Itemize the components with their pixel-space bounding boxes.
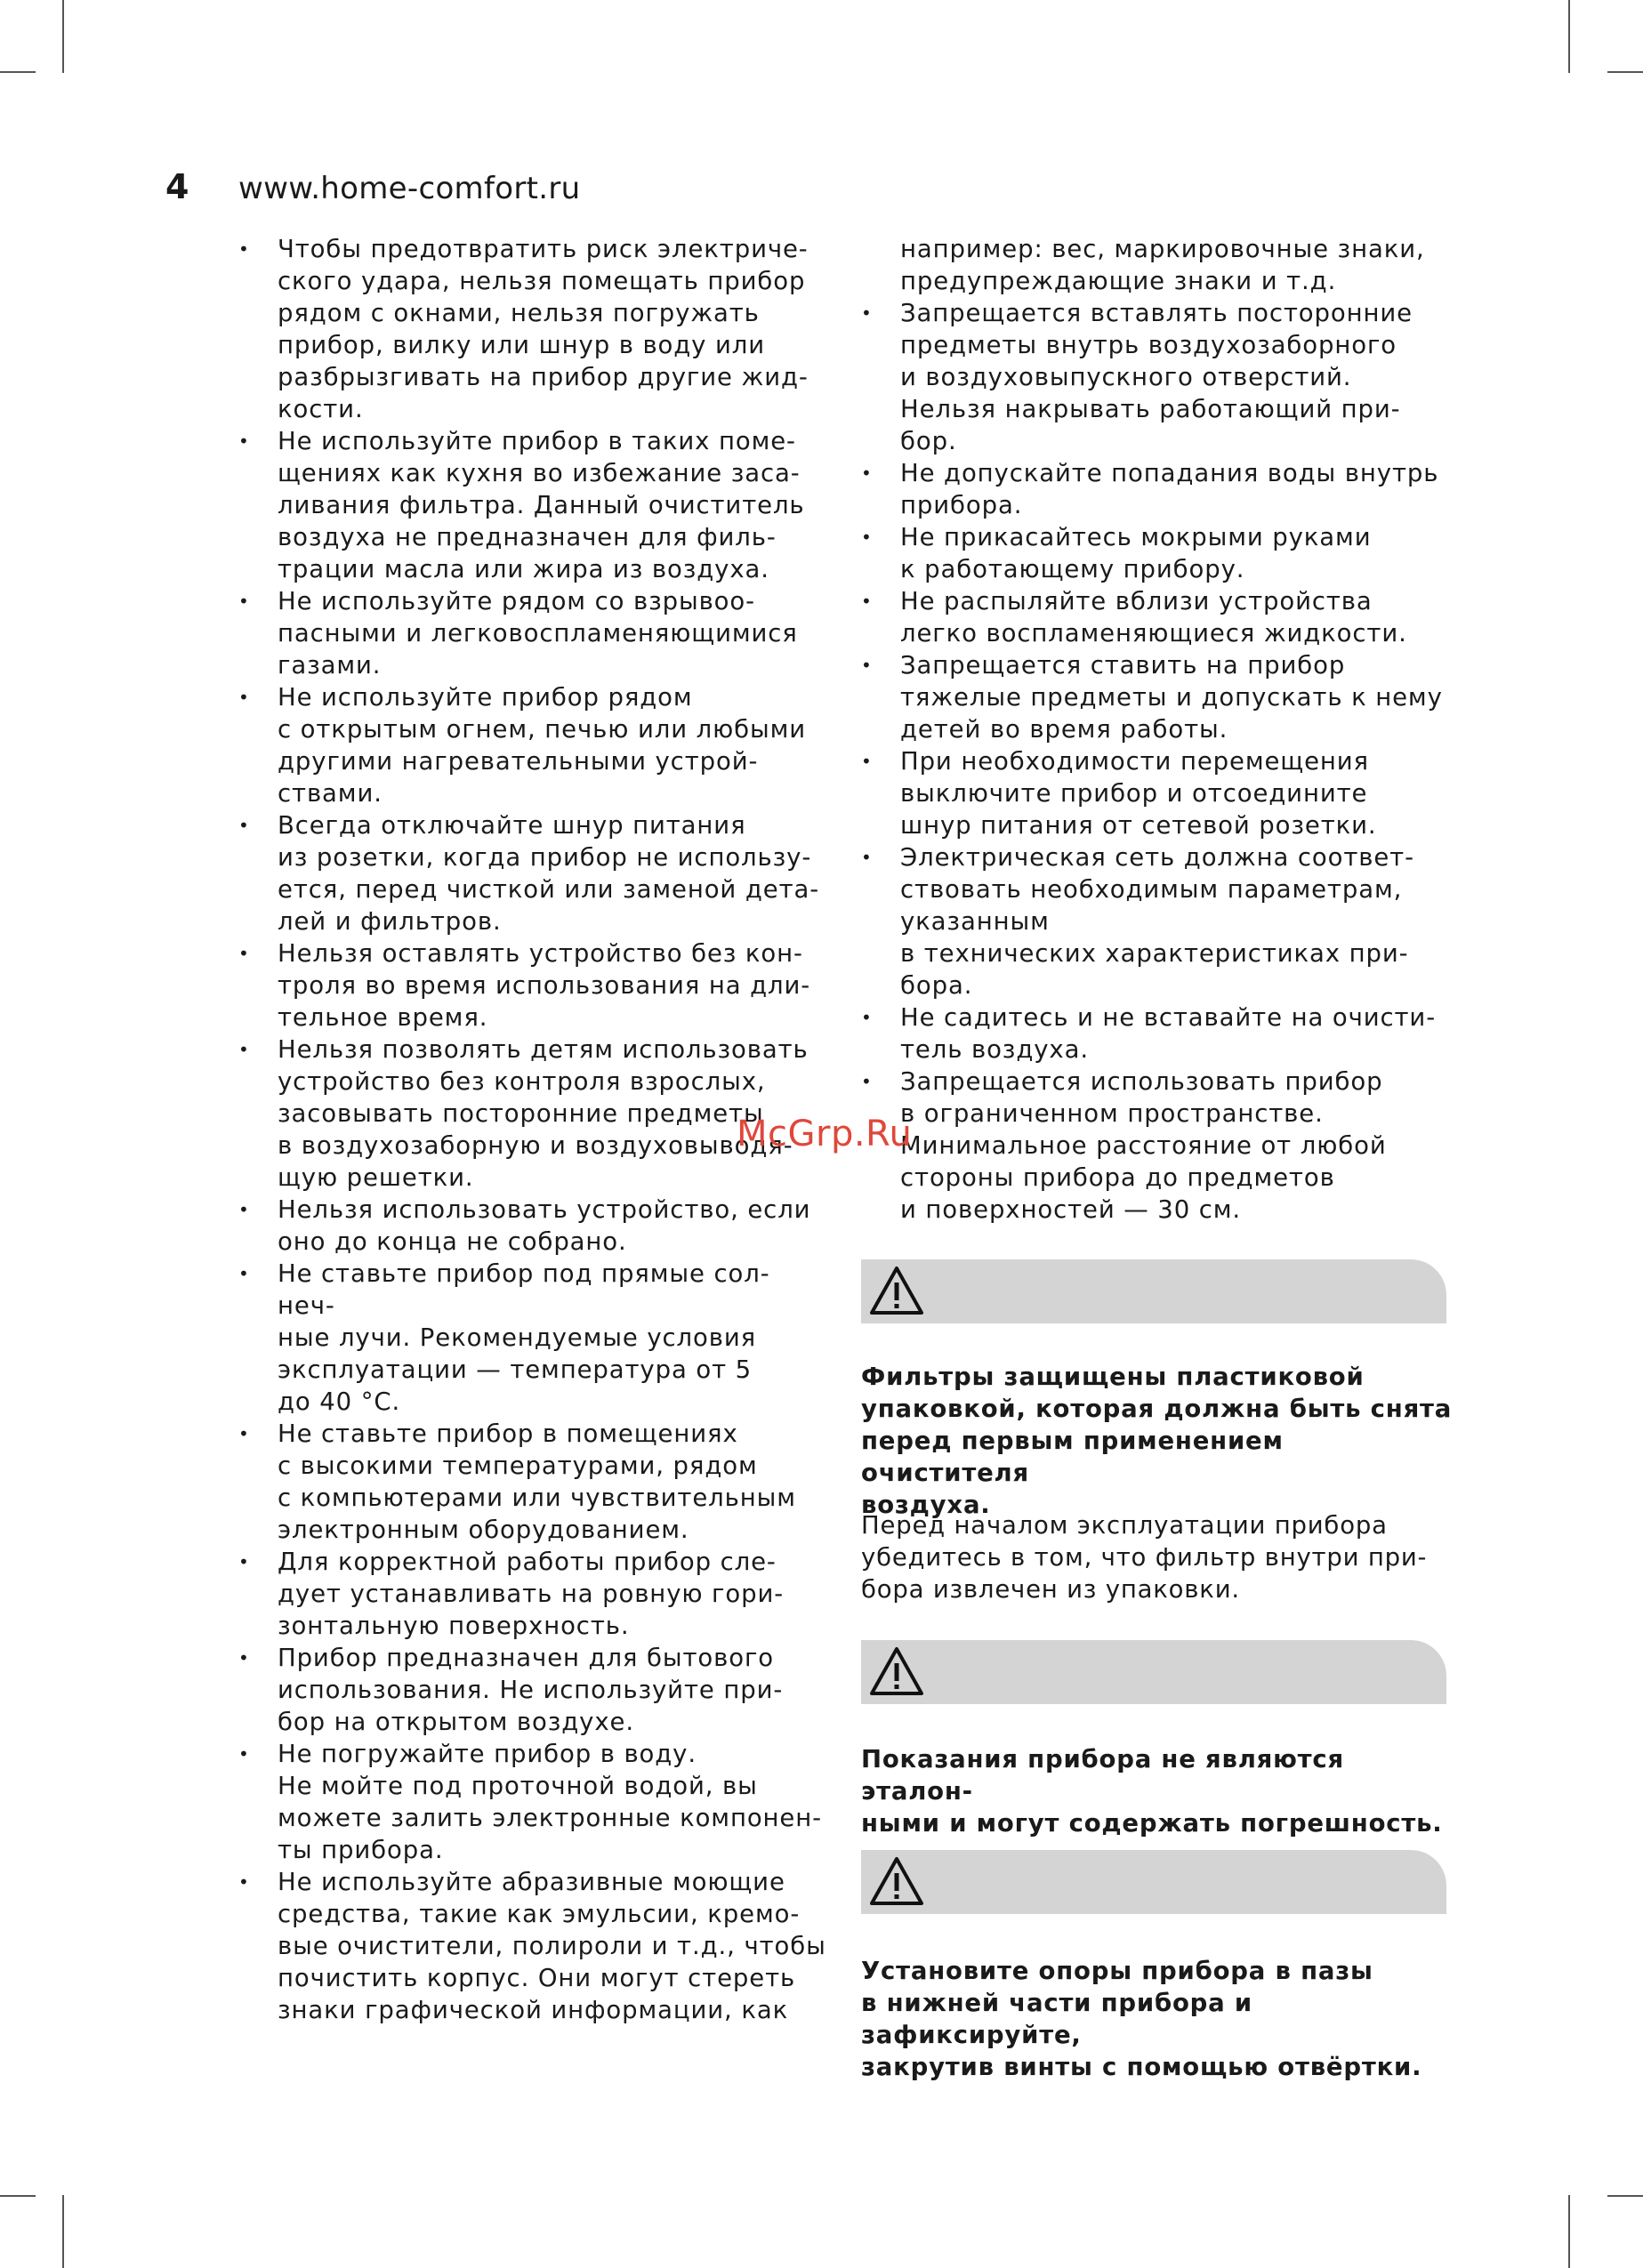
warning-bar	[861, 1640, 1446, 1704]
list-item: • Не используйте рядом со взрывоо- пасными и легковоспламеняющимися газами.	[238, 585, 830, 681]
warning-text: Перед началом эксплуатации прибора убедитесь в том, что фильтр внутри при- бора извлечен из упаковки.	[861, 1511, 1428, 1604]
page-number: 4	[165, 167, 189, 206]
warning-bar	[861, 1850, 1446, 1914]
list-item: • Не допускайте попадания воды внутрь прибора.	[861, 457, 1450, 521]
list-item: • Запрещается ставить на прибор тяжелые предметы и допускать к нему детей во время работы.	[861, 649, 1450, 745]
list-item: • Всегда отключайте шнур питания из розетки, когда прибор не использу- ется, перед чисткой или заменой дета- лей и фильтров.	[238, 809, 830, 937]
list-item: • Нельзя использовать устройство, если оно до конца не собрано.	[238, 1194, 830, 1258]
website-url: www.home-comfort.ru	[238, 171, 581, 206]
crop-mark	[62, 0, 64, 73]
crop-mark	[0, 2195, 36, 2197]
page-header	[165, 167, 581, 206]
list-item: • Не используйте прибор рядом с открытым огнем, печью или любыми другими нагревательными устрой- ствами.	[238, 681, 830, 809]
warning-text-bold: Установите опоры прибора в пазы в нижней части прибора и зафиксируйте, закрутив винты с помощью отвёртки.	[861, 1957, 1422, 2081]
crop-mark	[1568, 0, 1570, 73]
list-item: • Нельзя позволять детям использовать устройство без контроля взрослых, засовывать посторонние предметы в воздухозаборную и воздуховыводя- щую решетки.	[238, 1033, 830, 1194]
list-item: • Не ставьте прибор под прямые сол- неч- ные лучи. Рекомендуемые условия эксплуатации — температура от 5 до 40 °С.	[238, 1258, 830, 1418]
crop-mark	[1607, 2195, 1643, 2197]
list-item: • Нельзя оставлять устройство без кон- троля во время использования на дли- тельное время.	[238, 937, 830, 1033]
right-column	[861, 233, 1450, 1226]
list-item: • Чтобы предотвратить риск электриче- ского удара, нельзя помещать прибор рядом с окнами, нельзя погружать прибор, вилку или шнур в воду или разбрызгивать на прибор другие жид- кости.	[238, 233, 830, 425]
list-item: • При необходимости перемещения выключите прибор и отсоедините шнур питания от сетевой розетки.	[861, 745, 1450, 841]
safety-list-right	[861, 297, 1450, 1226]
watermark: McGrp.Ru	[737, 1114, 913, 1154]
crop-mark	[1568, 2195, 1570, 2268]
warning-text-bold: Фильтры защищены пластиковой упаковкой, которая должна быть снята перед первым применением очистителя воздуха.	[861, 1363, 1453, 1519]
list-item: • Запрещается использовать прибор в ограниченном пространстве. Минимальное расстояние от любой стороны прибора до предметов и поверхностей — 30 см.	[861, 1066, 1450, 1226]
list-item: • Не распыляйте вблизи устройства легко воспламеняющиеся жидкости.	[861, 585, 1450, 649]
list-item: • Электрическая сеть должна соответ- ствовать необходимым параметрам, указанным в технических характеристиках при- бора.	[861, 841, 1450, 1001]
crop-mark	[1607, 71, 1643, 73]
list-item: • Не используйте абразивные моющие средства, такие как эмульсии, кремо- вые очистители, полироли и т.д., чтобы почистить корпус. Они могут стереть знаки графической информации, как	[238, 1866, 830, 2026]
list-item: • Не прикасайтесь мокрыми руками к работающему прибору.	[861, 521, 1450, 585]
list-item: • Прибор предназначен для бытового использования. Не используйте при- бор на открытом воздухе.	[238, 1642, 830, 1738]
warning-triangle-icon	[868, 1855, 925, 1907]
list-item: • Не погружайте прибор в воду. Не мойте под проточной водой, вы можете залить электронные компонен- ты прибора.	[238, 1738, 830, 1866]
list-item: • Для корректной работы прибор сле- дует устанавливать на ровную гори- зонтальную поверхность.	[238, 1546, 830, 1642]
warning-text-bold: Показания прибора не являются эталон- ными и могут содержать погрешность.	[861, 1745, 1443, 1838]
crop-mark	[62, 2195, 64, 2268]
list-item: • Не ставьте прибор в помещениях с высокими температурами, рядом с компьютерами или чувствительным электронным оборудованием.	[238, 1418, 830, 1546]
list-continuation: например: вес, маркировочные знаки, предупреждающие знаки и т.д.	[900, 235, 1425, 295]
warning-triangle-icon	[868, 1645, 925, 1697]
warning-triangle-icon	[868, 1265, 925, 1316]
list-item: • Запрещается вставлять посторонние предметы внутрь воздухозаборного и воздуховыпускного отверстий. Нельзя накрывать работающий при- бор.	[861, 297, 1450, 457]
list-item: • Не садитесь и не вставайте на очисти- тель воздуха.	[861, 1001, 1450, 1066]
list-item: • Не используйте прибор в таких поме- щениях как кухня во избежание заса- ливания фильтра. Данный очиститель воздуха не предназначен для филь- трации масла или жира из воздуха.	[238, 425, 830, 585]
crop-mark	[0, 71, 36, 73]
warning-bar	[861, 1259, 1446, 1323]
